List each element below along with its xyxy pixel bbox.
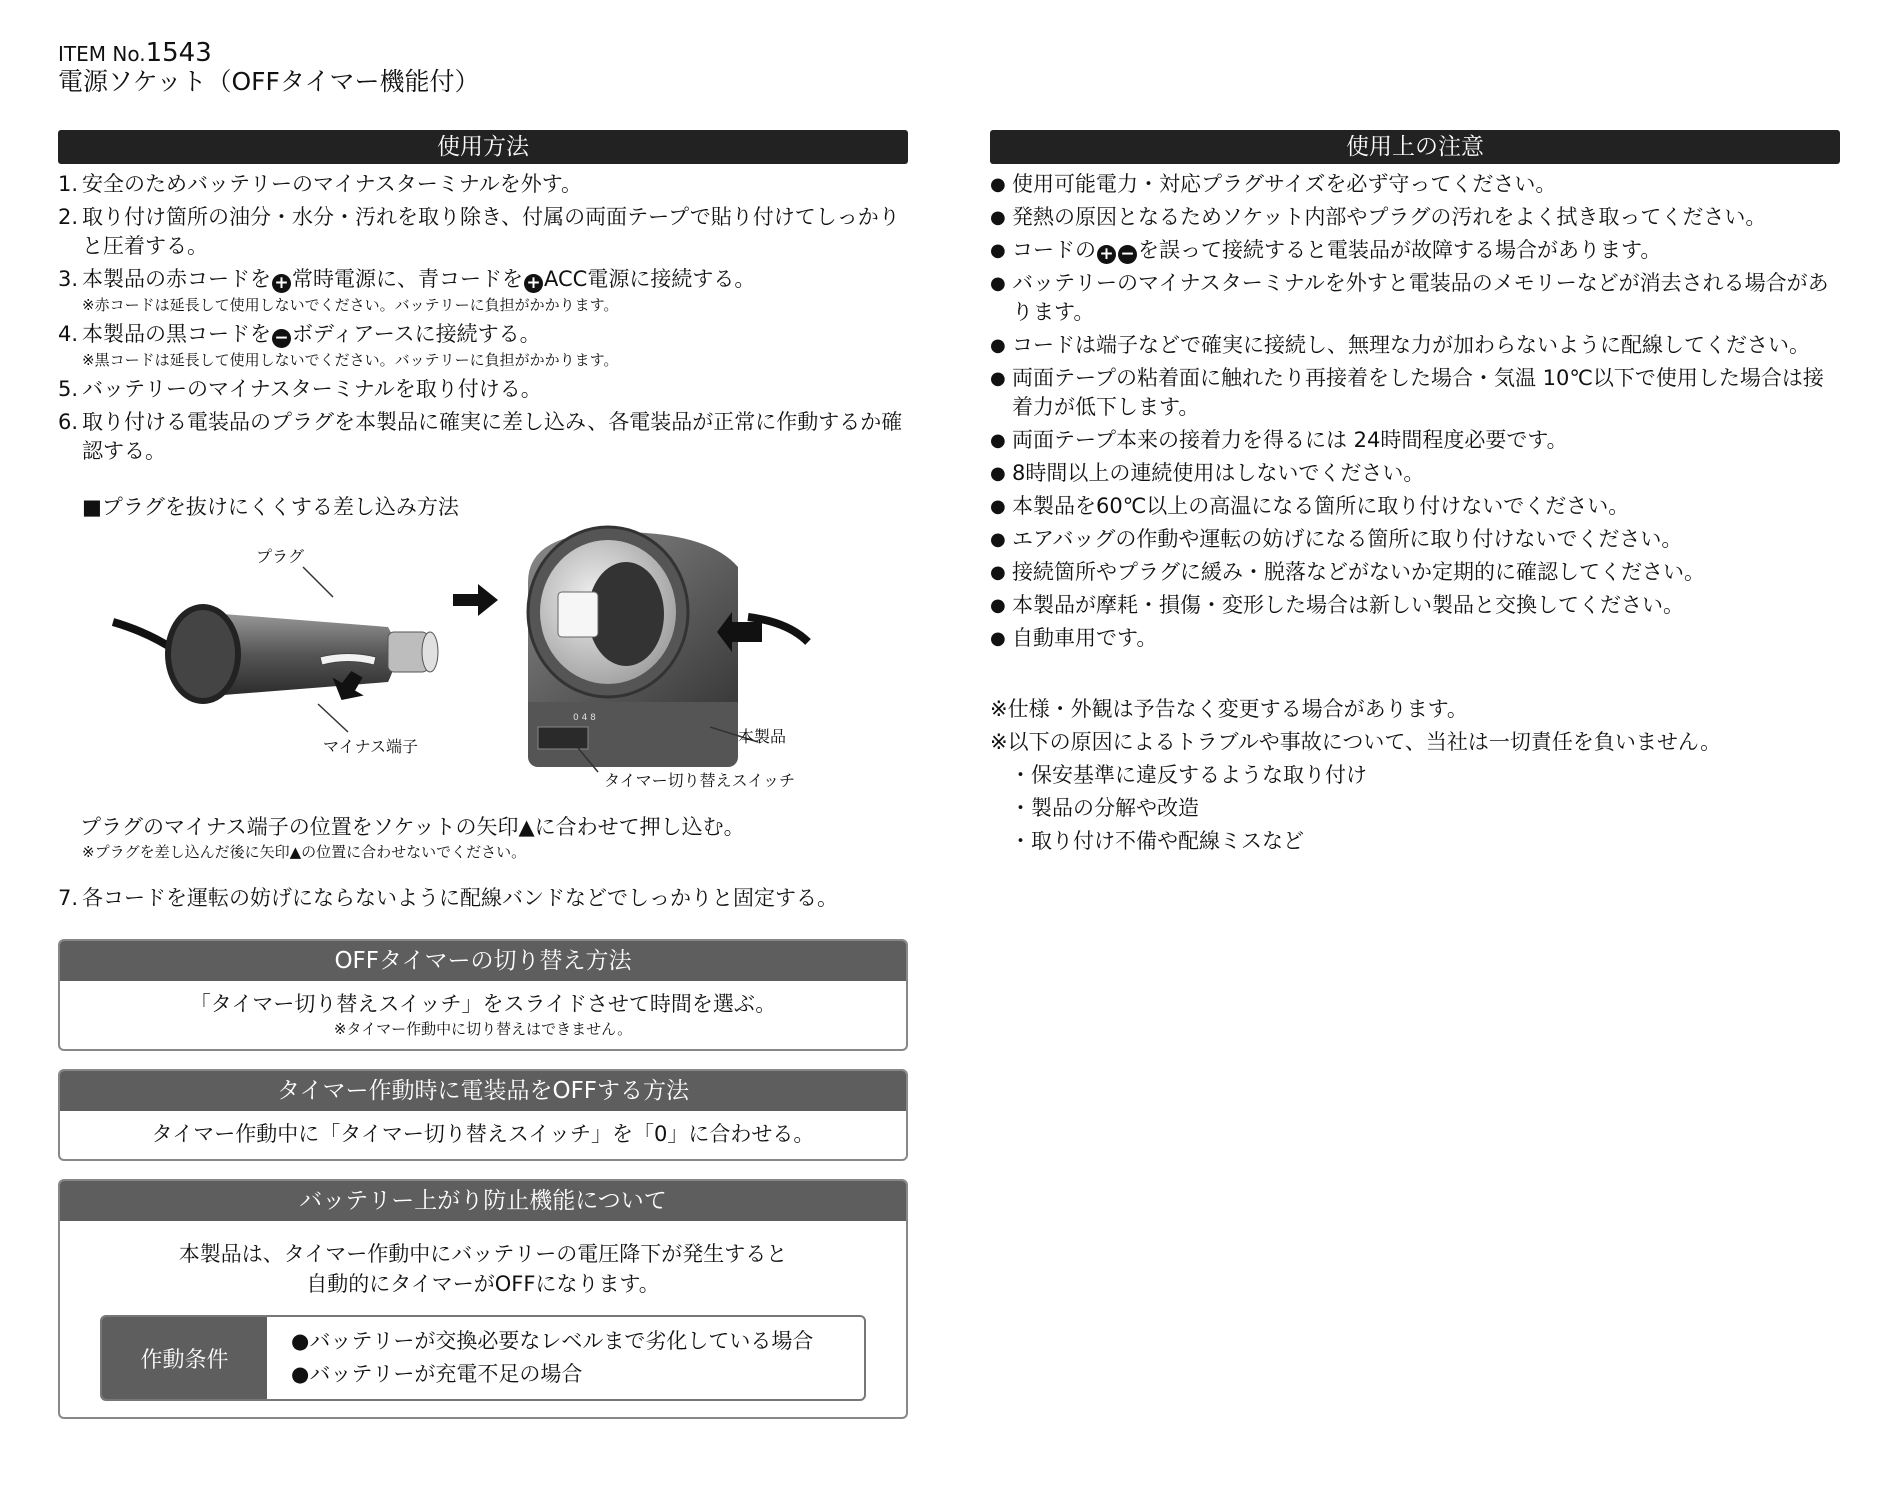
step-5 (58, 375, 908, 404)
condition-item: ●バッテリーが交換必要なレベルまで劣化している場合 (291, 1329, 814, 1353)
step-text (82, 265, 908, 294)
bullet: ● (990, 529, 1006, 550)
step-number: 5. (58, 377, 79, 401)
item-number-value: 1543 (145, 38, 212, 68)
step-2 (58, 203, 908, 261)
step-number: 2. (58, 205, 79, 229)
plus-icon: + (524, 274, 543, 293)
minus-icon: − (272, 329, 291, 348)
step-text: 各コードを運転の妨げにならないように配線バンドなどでしっかりと固定する。 (82, 886, 838, 910)
caution-item (990, 203, 1840, 232)
cautions-heading: 使用上の注意 (990, 130, 1840, 164)
plug-end-face (171, 610, 235, 698)
caution-text: 使用可能電力・対応プラグサイズを必ず守ってください。 (1012, 172, 1557, 196)
caution-item (990, 492, 1840, 521)
step-number: 3. (58, 267, 79, 291)
insert-note: ※プラグを差し込んだ後に矢印▲の位置に合わせないでください。 (82, 843, 527, 861)
step-text: バッテリーのマイナスターミナルを取り付ける。 (82, 377, 542, 401)
caution-item (990, 426, 1840, 455)
item-prefix: ITEM No. (58, 42, 146, 66)
box-text-line2: 自動的にタイマーがOFFになります。 (306, 1272, 660, 1296)
insert-arrow-icon (453, 584, 498, 616)
step-number: 1. (58, 172, 79, 196)
caution-text: 発熱の原因となるためソケット内部やプラグの汚れをよく拭き取ってください。 (1012, 205, 1767, 229)
step-text-part: ACC電源に接続する。 (544, 267, 756, 291)
caution-text-part: を誤って接続すると電装品が故障する場合があります。 (1138, 238, 1662, 262)
condition-item: ●バッテリーが充電不足の場合 (291, 1362, 583, 1386)
caution-item (990, 525, 1840, 554)
step-text-part: 本製品の黒コードを (82, 322, 271, 346)
box-title: タイマー作動時に電装品をOFFする方法 (60, 1071, 906, 1111)
condition-list (267, 1317, 864, 1399)
step-note: ※赤コードは延長して使用しないでください。バッテリーに負担がかかります。 (82, 296, 619, 314)
caution-text: バッテリーのマイナスターミナルを外すと電装品のメモリーなどが消去される場合があります。 (1012, 271, 1829, 324)
step-text-part: 本製品の赤コードを (82, 267, 271, 291)
socket-highlight (558, 592, 598, 637)
plug-leader-line (303, 567, 333, 597)
box-note: ※タイマー作動中に切り替えはできません。 (333, 1020, 633, 1038)
item-number (58, 40, 479, 67)
plug-tip-end (422, 632, 438, 672)
caution-item (990, 558, 1840, 587)
caution-text: 本製品を60℃以上の高温になる箇所に取り付けないでください。 (1012, 494, 1630, 518)
step-note: ※黒コードは延長して使用しないでください。バッテリーに負担がかかります。 (82, 351, 619, 369)
caution-item (990, 624, 1840, 653)
bullet: ● (990, 240, 1006, 261)
caution-text: エアバッグの作動や運転の妨げになる箇所に取り付けないでください。 (1012, 527, 1683, 551)
box-text-line1: 本製品は、タイマー作動中にバッテリーの電圧降下が発生すると (178, 1242, 788, 1266)
bullet: ● (990, 496, 1006, 517)
disclaimer: ※以下の原因によるトラブルや事故について、当社は一切責任を負いません。 (990, 730, 1722, 754)
usage-steps (58, 170, 908, 466)
socket-opening (588, 562, 664, 666)
minus-icon: − (1118, 245, 1137, 264)
disclaimer-sub: ・取り付け不備や配線ミスなど (1010, 829, 1304, 853)
box-body (60, 981, 906, 1049)
step-text: 取り付け箇所の油分・水分・汚れを取り除き、付属の両面テープで貼り付けてしっかりと圧着する。 (82, 205, 900, 258)
bullet: ● (990, 562, 1006, 583)
label-timer-switch: タイマー切り替えスイッチ (604, 771, 796, 790)
timer-switch-box (58, 939, 908, 1051)
condition-label: 作動条件 (102, 1317, 267, 1399)
caution-text: コードは端子などで確実に接続し、無理な力が加わらないように配線してください。 (1012, 333, 1810, 357)
cautions-list (990, 170, 1840, 653)
disclaimer-sub: ・保安基準に違反するような取り付け (1010, 763, 1367, 787)
bullet: ● (990, 335, 1006, 356)
product-name: 電源ソケット（OFFタイマー機能付） (58, 67, 480, 96)
usage-column (58, 130, 908, 1419)
caution-text: 自動車用です。 (1012, 626, 1158, 650)
caution-item (990, 170, 1840, 199)
box-body (60, 1221, 906, 1417)
disclaimer: ※仕様・外観は予告なく変更する場合があります。 (990, 697, 1468, 721)
bullet: ● (990, 463, 1006, 484)
plus-icon: + (272, 274, 291, 293)
disclaimer-sub: ・製品の分解や改造 (1010, 796, 1199, 820)
label-minus-terminal: マイナス端子 (323, 737, 419, 756)
step-number: 4. (58, 322, 79, 346)
box-text: 「タイマー切り替えスイッチ」をスライドさせて時間を選ぶ。 (189, 992, 777, 1016)
box-body (60, 1111, 906, 1159)
bullet: ● (990, 628, 1006, 649)
bullet: ● (990, 368, 1006, 389)
caution-text: 本製品が摩耗・損傷・変形した場合は新しい製品と交換してください。 (1012, 593, 1684, 617)
label-plug: プラグ (256, 547, 305, 566)
bullet: ● (990, 174, 1006, 195)
step-1 (58, 170, 908, 199)
operating-conditions (100, 1315, 866, 1401)
terminal-leader-line (318, 704, 348, 732)
caution-item (990, 236, 1840, 265)
bullet: ● (990, 207, 1006, 228)
caution-item (990, 364, 1840, 422)
step-4 (58, 320, 908, 371)
step-3 (58, 265, 908, 316)
switch-marks: 0 4 8 (573, 713, 596, 723)
caution-text: 接続箇所やプラグに緩み・脱落などがないか定期的に確認してください。 (1012, 560, 1705, 584)
caution-text (1012, 236, 1840, 265)
caution-item (990, 331, 1840, 360)
bullet: ● (990, 273, 1006, 294)
box-text: タイマー作動中に「タイマー切り替えスイッチ」を「0」に合わせる。 (151, 1122, 815, 1146)
timer-off-box (58, 1069, 908, 1161)
step-text: 取り付ける電装品のプラグを本製品に確実に差し込み、各電装品が正常に作動するか確認する。 (82, 410, 903, 463)
plug-insertion-illustration (58, 522, 908, 812)
plug-method-heading: ■プラグを抜けにくくする差し込み方法 (82, 495, 459, 519)
caution-item (990, 459, 1840, 488)
timer-switch (538, 727, 588, 749)
step-6 (58, 408, 908, 466)
box-title: バッテリー上がり防止機能について (60, 1181, 906, 1221)
battery-protection-box (58, 1179, 908, 1419)
step-text-part: ボディアースに接続する。 (292, 322, 541, 346)
usage-heading: 使用方法 (58, 130, 908, 164)
caution-text-part: コードの (1012, 238, 1096, 262)
step-text-part: 常時電源に、青コードを (292, 267, 523, 291)
caution-item (990, 591, 1840, 620)
caution-text: 8時間以上の連続使用はしないでください。 (1012, 461, 1425, 485)
caution-text: 両面テープの粘着面に触れたり再接着をした場合・気温 10℃以下で使用した場合は接着力が低下します。 (1012, 366, 1824, 419)
step-number: 7. (58, 886, 79, 910)
document-header (58, 40, 479, 97)
bullet: ● (990, 595, 1006, 616)
disclaimers (990, 693, 1840, 858)
cautions-column (990, 130, 1840, 858)
label-product: 本製品 (738, 727, 787, 746)
box-title: OFFタイマーの切り替え方法 (60, 941, 906, 981)
bullet: ● (990, 430, 1006, 451)
step-text (82, 320, 908, 349)
step-text: 安全のためバッテリーのマイナスターミナルを外す。 (82, 172, 583, 196)
step-7 (58, 884, 908, 913)
plus-icon: + (1097, 245, 1116, 264)
insert-instruction: プラグのマイナス端子の位置をソケットの矢印▲に合わせて押し込む。 (80, 815, 745, 839)
step-number: 6. (58, 410, 79, 434)
caution-text: 両面テープ本来の接着力を得るには 24時間程度必要です。 (1012, 428, 1568, 452)
caution-item (990, 269, 1840, 327)
